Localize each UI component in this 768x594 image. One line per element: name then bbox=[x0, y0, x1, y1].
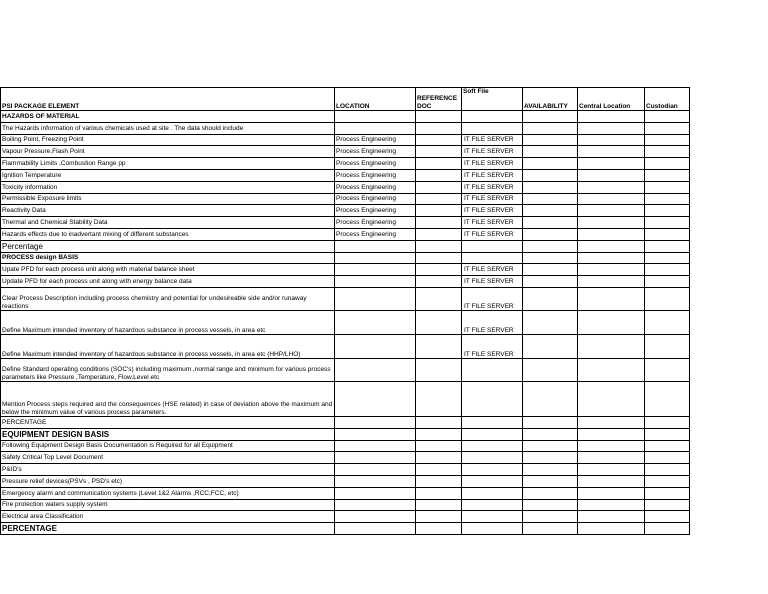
soft-file-cell[interactable]: IT FILE SERVER bbox=[462, 287, 523, 310]
location-cell[interactable] bbox=[335, 240, 416, 252]
custodian-cell[interactable] bbox=[645, 111, 690, 123]
reference-doc-cell[interactable] bbox=[416, 310, 462, 334]
soft-file-cell[interactable]: IT FILE SERVER bbox=[462, 228, 523, 240]
location-cell[interactable] bbox=[335, 310, 416, 334]
element-cell[interactable]: Safety Critical Top Level Document bbox=[1, 452, 335, 464]
table-row bbox=[1, 134, 690, 146]
soft-file-cell[interactable] bbox=[462, 464, 523, 476]
location-cell[interactable] bbox=[335, 452, 416, 464]
soft-file-cell[interactable] bbox=[462, 416, 523, 428]
header-row bbox=[1, 88, 690, 111]
central-location-cell[interactable] bbox=[578, 228, 645, 240]
table-row bbox=[1, 452, 690, 464]
reference-doc-cell[interactable] bbox=[416, 358, 462, 381]
central-location-cell[interactable] bbox=[578, 499, 645, 511]
soft-file-cell[interactable]: IT FILE SERVER bbox=[462, 310, 523, 334]
element-cell[interactable]: Reactivity Data bbox=[1, 205, 335, 217]
location-cell[interactable] bbox=[335, 264, 416, 276]
location-cell[interactable]: Process Engineering bbox=[335, 205, 416, 217]
soft-file-cell[interactable]: IT FILE SERVER bbox=[462, 334, 523, 358]
central-location-cell[interactable] bbox=[578, 287, 645, 310]
availability-cell[interactable] bbox=[523, 264, 578, 276]
table-row bbox=[1, 310, 690, 334]
table-row bbox=[1, 111, 690, 123]
element-cell[interactable]: Define Standard operating conditions (SOC's) including maximum ,normal range and minimum for various process parameters like Pressure ,Temperature, Flow,Level etc bbox=[1, 358, 335, 381]
reference-doc-cell[interactable] bbox=[416, 264, 462, 276]
availability-cell[interactable] bbox=[523, 487, 578, 499]
central-location-cell[interactable] bbox=[578, 205, 645, 217]
central-location-cell[interactable] bbox=[578, 487, 645, 499]
central-location-cell[interactable] bbox=[578, 264, 645, 276]
table-row bbox=[1, 475, 690, 487]
soft-file-cell[interactable] bbox=[462, 523, 523, 535]
central-location-cell[interactable] bbox=[578, 428, 645, 440]
location-cell[interactable] bbox=[335, 358, 416, 381]
element-cell[interactable]: Permissible Exposure limits bbox=[1, 193, 335, 205]
central-location-cell[interactable] bbox=[578, 358, 645, 381]
location-cell[interactable]: Process Engineering bbox=[335, 228, 416, 240]
table-row bbox=[1, 511, 690, 523]
availability-cell[interactable] bbox=[523, 475, 578, 487]
table-row bbox=[1, 252, 690, 264]
table-row bbox=[1, 158, 690, 170]
table-row bbox=[1, 381, 690, 416]
custodian-cell[interactable] bbox=[645, 487, 690, 499]
table-row bbox=[1, 146, 690, 158]
location-cell[interactable] bbox=[335, 252, 416, 264]
location-cell[interactable]: Process Engineering bbox=[335, 193, 416, 205]
psi-table bbox=[0, 87, 690, 535]
table-row bbox=[1, 334, 690, 358]
availability-cell[interactable] bbox=[523, 205, 578, 217]
availability-cell[interactable] bbox=[523, 240, 578, 252]
reference-doc-cell[interactable] bbox=[416, 334, 462, 358]
reference-doc-cell[interactable] bbox=[416, 158, 462, 170]
custodian-cell[interactable] bbox=[645, 252, 690, 264]
element-cell[interactable]: Clear Process Description including process chemistry and potential for undesireable side and/or runaway reactions bbox=[1, 287, 335, 310]
central-location-cell[interactable] bbox=[578, 523, 645, 535]
central-location-cell[interactable] bbox=[578, 158, 645, 170]
availability-cell[interactable] bbox=[523, 523, 578, 535]
table-row bbox=[1, 228, 690, 240]
custodian-cell[interactable] bbox=[645, 205, 690, 217]
central-location-cell[interactable] bbox=[578, 334, 645, 358]
custodian-cell[interactable] bbox=[645, 158, 690, 170]
central-location-cell[interactable] bbox=[578, 134, 645, 146]
central-location-cell[interactable] bbox=[578, 475, 645, 487]
availability-cell[interactable] bbox=[523, 134, 578, 146]
availability-cell[interactable] bbox=[523, 499, 578, 511]
element-cell[interactable]: Define Maximum intended inventory of hazardous substance in process vessels, in area etc (HHP/LHO) bbox=[1, 334, 335, 358]
custodian-cell[interactable] bbox=[645, 475, 690, 487]
header-central-location[interactable]: Central Location bbox=[578, 88, 645, 111]
reference-doc-cell[interactable] bbox=[416, 240, 462, 252]
header-reference-doc[interactable]: REFERENCE DOC bbox=[416, 88, 462, 111]
availability-cell[interactable] bbox=[523, 169, 578, 181]
availability-cell[interactable] bbox=[523, 181, 578, 193]
central-location-cell[interactable] bbox=[578, 381, 645, 416]
reference-doc-cell[interactable] bbox=[416, 276, 462, 288]
location-cell[interactable] bbox=[335, 511, 416, 523]
availability-cell[interactable] bbox=[523, 158, 578, 170]
table-row bbox=[1, 287, 690, 310]
location-cell[interactable] bbox=[335, 499, 416, 511]
table-row bbox=[1, 487, 690, 499]
element-cell[interactable]: The Hazards information of various chemicals used at site . The data should include bbox=[1, 122, 335, 134]
element-cell[interactable]: Update PFD for each process unit along with energy balance data bbox=[1, 276, 335, 288]
custodian-cell[interactable] bbox=[645, 240, 690, 252]
reference-doc-cell[interactable] bbox=[416, 252, 462, 264]
location-cell[interactable] bbox=[335, 111, 416, 123]
central-location-cell[interactable] bbox=[578, 416, 645, 428]
soft-file-cell[interactable]: IT FILE SERVER bbox=[462, 193, 523, 205]
soft-file-cell[interactable]: IT FILE SERVER bbox=[462, 146, 523, 158]
custodian-cell[interactable] bbox=[645, 464, 690, 476]
table-row bbox=[1, 523, 690, 535]
table-row bbox=[1, 428, 690, 440]
soft-file-cell[interactable]: IT FILE SERVER bbox=[462, 264, 523, 276]
availability-cell[interactable] bbox=[523, 381, 578, 416]
custodian-cell[interactable] bbox=[645, 358, 690, 381]
reference-doc-cell[interactable] bbox=[416, 205, 462, 217]
reference-doc-cell[interactable] bbox=[416, 475, 462, 487]
table-row bbox=[1, 464, 690, 476]
element-cell[interactable]: PERCENTAGE bbox=[1, 523, 335, 535]
soft-file-cell[interactable] bbox=[462, 252, 523, 264]
reference-doc-cell[interactable] bbox=[416, 287, 462, 310]
location-cell[interactable]: Process Engineering bbox=[335, 146, 416, 158]
element-cell[interactable]: Electrical area Classification bbox=[1, 511, 335, 523]
header-location[interactable]: LOCATION bbox=[335, 88, 416, 111]
soft-file-cell[interactable]: IT FILE SERVER bbox=[462, 134, 523, 146]
element-cell[interactable]: Following Equipment Design Basis Documentation is Required for all Equipment bbox=[1, 440, 335, 452]
element-cell[interactable]: Boiling Point, Freezing Point bbox=[1, 134, 335, 146]
custodian-cell[interactable] bbox=[645, 146, 690, 158]
custodian-cell[interactable] bbox=[645, 523, 690, 535]
soft-file-cell[interactable]: IT FILE SERVER bbox=[462, 169, 523, 181]
custodian-cell[interactable] bbox=[645, 193, 690, 205]
custodian-cell[interactable] bbox=[645, 334, 690, 358]
table-row bbox=[1, 276, 690, 288]
element-cell[interactable]: Upate PFD for each process unit along with material balance sheet bbox=[1, 264, 335, 276]
reference-doc-cell[interactable] bbox=[416, 487, 462, 499]
reference-doc-cell[interactable] bbox=[416, 181, 462, 193]
reference-doc-cell[interactable] bbox=[416, 416, 462, 428]
availability-cell[interactable] bbox=[523, 358, 578, 381]
table-row bbox=[1, 122, 690, 134]
location-cell[interactable] bbox=[335, 122, 416, 134]
location-cell[interactable] bbox=[335, 334, 416, 358]
header-availability[interactable]: AVAILABILITY bbox=[523, 88, 578, 111]
element-cell[interactable]: EQUIPMENT DESIGN BASIS bbox=[1, 428, 335, 440]
element-cell[interactable]: Toxicity information bbox=[1, 181, 335, 193]
reference-doc-cell[interactable] bbox=[416, 452, 462, 464]
location-cell[interactable] bbox=[335, 276, 416, 288]
central-location-cell[interactable] bbox=[578, 452, 645, 464]
soft-file-cell[interactable] bbox=[462, 381, 523, 416]
element-cell[interactable]: Ignition Temperature bbox=[1, 169, 335, 181]
reference-doc-cell[interactable] bbox=[416, 381, 462, 416]
custodian-cell[interactable] bbox=[645, 276, 690, 288]
element-cell[interactable]: PROCESS design BASIS bbox=[1, 252, 335, 264]
soft-file-cell[interactable] bbox=[462, 240, 523, 252]
custodian-cell[interactable] bbox=[645, 169, 690, 181]
availability-cell[interactable] bbox=[523, 310, 578, 334]
reference-doc-cell[interactable] bbox=[416, 111, 462, 123]
table-row bbox=[1, 217, 690, 229]
custodian-cell[interactable] bbox=[645, 440, 690, 452]
central-location-cell[interactable] bbox=[578, 276, 645, 288]
availability-cell[interactable] bbox=[523, 428, 578, 440]
element-cell[interactable]: Thermal and Chemical Stability Data bbox=[1, 217, 335, 229]
reference-doc-cell[interactable] bbox=[416, 146, 462, 158]
table-row bbox=[1, 499, 690, 511]
availability-cell[interactable] bbox=[523, 122, 578, 134]
element-cell[interactable]: Percentage bbox=[1, 240, 335, 252]
soft-file-cell[interactable]: IT FILE SERVER bbox=[462, 276, 523, 288]
element-cell[interactable]: Hazards effects due to inadvertant mixing of different substances bbox=[1, 228, 335, 240]
soft-file-cell[interactable] bbox=[462, 358, 523, 381]
table-row bbox=[1, 169, 690, 181]
soft-file-cell[interactable] bbox=[462, 452, 523, 464]
availability-cell[interactable] bbox=[523, 193, 578, 205]
reference-doc-cell[interactable] bbox=[416, 228, 462, 240]
custodian-cell[interactable] bbox=[645, 452, 690, 464]
availability-cell[interactable] bbox=[523, 146, 578, 158]
element-cell[interactable]: Pressure relief devices(PSVs , PSD's etc) bbox=[1, 475, 335, 487]
availability-cell[interactable] bbox=[523, 252, 578, 264]
availability-cell[interactable] bbox=[523, 228, 578, 240]
custodian-cell[interactable] bbox=[645, 511, 690, 523]
reference-doc-cell[interactable] bbox=[416, 523, 462, 535]
element-cell[interactable]: PERCENTAGE bbox=[1, 416, 335, 428]
location-cell[interactable] bbox=[335, 440, 416, 452]
central-location-cell[interactable] bbox=[578, 146, 645, 158]
central-location-cell[interactable] bbox=[578, 169, 645, 181]
custodian-cell[interactable] bbox=[645, 228, 690, 240]
central-location-cell[interactable] bbox=[578, 122, 645, 134]
location-cell[interactable] bbox=[335, 428, 416, 440]
location-cell[interactable]: Process Engineering bbox=[335, 181, 416, 193]
custodian-cell[interactable] bbox=[645, 287, 690, 310]
availability-cell[interactable] bbox=[523, 276, 578, 288]
central-location-cell[interactable] bbox=[578, 511, 645, 523]
reference-doc-cell[interactable] bbox=[416, 440, 462, 452]
central-location-cell[interactable] bbox=[578, 240, 645, 252]
central-location-cell[interactable] bbox=[578, 217, 645, 229]
availability-cell[interactable] bbox=[523, 217, 578, 229]
custodian-cell[interactable] bbox=[645, 134, 690, 146]
element-cell[interactable]: Flammability Limits ,Combustion Range pp bbox=[1, 158, 335, 170]
custodian-cell[interactable] bbox=[645, 264, 690, 276]
custodian-cell[interactable] bbox=[645, 310, 690, 334]
reference-doc-cell[interactable] bbox=[416, 499, 462, 511]
soft-file-cell[interactable] bbox=[462, 428, 523, 440]
reference-doc-cell[interactable] bbox=[416, 169, 462, 181]
element-cell[interactable]: Emergency alarm and communication systems (Level 1&2 Alarms ,RCC,FCC, etc) bbox=[1, 487, 335, 499]
soft-file-cell[interactable] bbox=[462, 499, 523, 511]
central-location-cell[interactable] bbox=[578, 310, 645, 334]
soft-file-cell[interactable]: IT FILE SERVER bbox=[462, 217, 523, 229]
location-cell[interactable]: Process Engineering bbox=[335, 158, 416, 170]
soft-file-cell[interactable] bbox=[462, 475, 523, 487]
location-cell[interactable]: Process Engineering bbox=[335, 169, 416, 181]
table-row bbox=[1, 440, 690, 452]
central-location-cell[interactable] bbox=[578, 193, 645, 205]
availability-cell[interactable] bbox=[523, 287, 578, 310]
soft-file-cell[interactable] bbox=[462, 511, 523, 523]
header-custodian[interactable]: Custodian bbox=[645, 88, 690, 111]
soft-file-cell[interactable] bbox=[462, 111, 523, 123]
custodian-cell[interactable] bbox=[645, 416, 690, 428]
central-location-cell[interactable] bbox=[578, 111, 645, 123]
location-cell[interactable] bbox=[335, 475, 416, 487]
reference-doc-cell[interactable] bbox=[416, 193, 462, 205]
table-row bbox=[1, 181, 690, 193]
table-row bbox=[1, 240, 690, 252]
reference-doc-cell[interactable] bbox=[416, 428, 462, 440]
soft-file-cell[interactable]: IT FILE SERVER bbox=[462, 205, 523, 217]
header-soft-file[interactable]: Soft File bbox=[462, 88, 523, 111]
table-row bbox=[1, 193, 690, 205]
table-row bbox=[1, 358, 690, 381]
location-cell[interactable] bbox=[335, 487, 416, 499]
element-cell[interactable]: P&ID's bbox=[1, 464, 335, 476]
element-cell[interactable]: Vapour Pressure,Flash Point bbox=[1, 146, 335, 158]
table-row bbox=[1, 416, 690, 428]
table-row bbox=[1, 264, 690, 276]
availability-cell[interactable] bbox=[523, 464, 578, 476]
element-cell[interactable]: HAZARDS OF MATERIAL bbox=[1, 111, 335, 123]
location-cell[interactable] bbox=[335, 523, 416, 535]
central-location-cell[interactable] bbox=[578, 440, 645, 452]
central-location-cell[interactable] bbox=[578, 252, 645, 264]
location-cell[interactable] bbox=[335, 416, 416, 428]
availability-cell[interactable] bbox=[523, 440, 578, 452]
table-row bbox=[1, 205, 690, 217]
reference-doc-cell[interactable] bbox=[416, 217, 462, 229]
central-location-cell[interactable] bbox=[578, 464, 645, 476]
availability-cell[interactable] bbox=[523, 111, 578, 123]
availability-cell[interactable] bbox=[523, 452, 578, 464]
custodian-cell[interactable] bbox=[645, 428, 690, 440]
custodian-cell[interactable] bbox=[645, 217, 690, 229]
location-cell[interactable]: Process Engineering bbox=[335, 217, 416, 229]
custodian-cell[interactable] bbox=[645, 122, 690, 134]
availability-cell[interactable] bbox=[523, 511, 578, 523]
custodian-cell[interactable] bbox=[645, 181, 690, 193]
reference-doc-cell[interactable] bbox=[416, 122, 462, 134]
element-cell[interactable]: Define Maximum intended inventory of hazardous substance in process vessels, in area etc bbox=[1, 310, 335, 334]
reference-doc-cell[interactable] bbox=[416, 134, 462, 146]
custodian-cell[interactable] bbox=[645, 499, 690, 511]
location-cell[interactable] bbox=[335, 381, 416, 416]
custodian-cell[interactable] bbox=[645, 381, 690, 416]
location-cell[interactable]: Process Engineering bbox=[335, 134, 416, 146]
reference-doc-cell[interactable] bbox=[416, 464, 462, 476]
location-cell[interactable] bbox=[335, 287, 416, 310]
reference-doc-cell[interactable] bbox=[416, 511, 462, 523]
header-psi-package-element[interactable]: PSI PACKAGE ELEMENT bbox=[1, 88, 335, 111]
location-cell[interactable] bbox=[335, 464, 416, 476]
soft-file-cell[interactable]: IT FILE SERVER bbox=[462, 158, 523, 170]
soft-file-cell[interactable] bbox=[462, 440, 523, 452]
soft-file-cell[interactable]: IT FILE SERVER bbox=[462, 181, 523, 193]
soft-file-cell[interactable] bbox=[462, 122, 523, 134]
central-location-cell[interactable] bbox=[578, 181, 645, 193]
availability-cell[interactable] bbox=[523, 334, 578, 358]
element-cell[interactable]: Mention Process steps required and the consequences (HSE related) in case of deviation above the maximum and below the minimum value of various process parameters. bbox=[1, 381, 335, 416]
element-cell[interactable]: Fire protection waters supply system bbox=[1, 499, 335, 511]
soft-file-cell[interactable] bbox=[462, 487, 523, 499]
availability-cell[interactable] bbox=[523, 416, 578, 428]
